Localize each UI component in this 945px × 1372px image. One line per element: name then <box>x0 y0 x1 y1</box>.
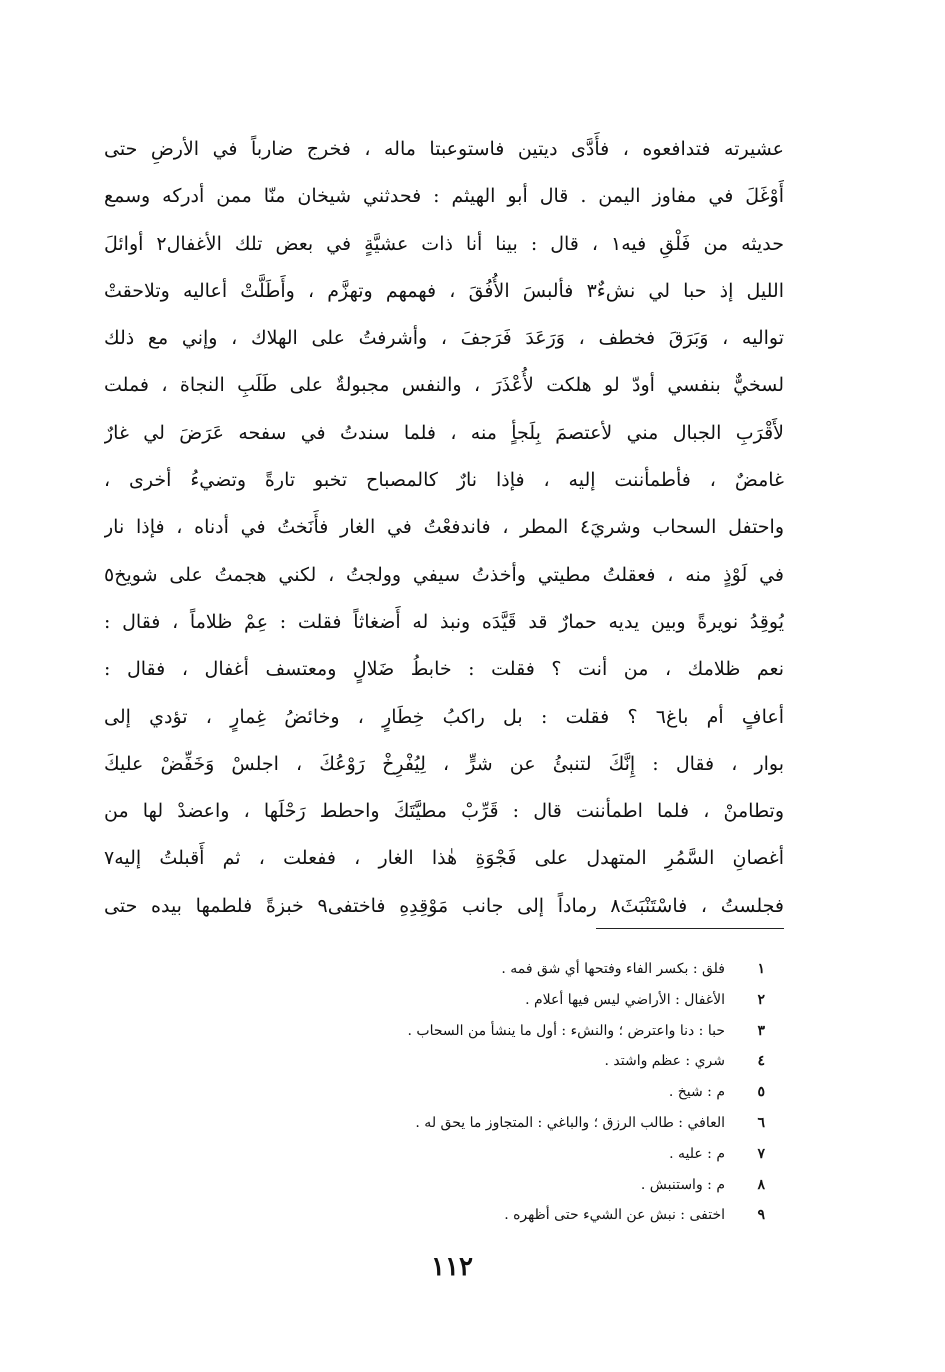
text-line: واحتفل السحاب وشريَ٤ المطر ، فاندفعْتُ في الغار فأَنَختُ في أدناه ، فإذا نار <box>104 516 784 539</box>
text-line: يُوقِدُ نويرةً وبين يديه حمارٌ قد قَيَّدَه ونبذ له أَضغاثاً فقلت : عِمْ ظلاماً ، فقال : <box>104 610 784 633</box>
text-line: أَوْغَلَ في مفاوز اليمن . قال أبو الهيثم : فحدثني شيخان منّا ممن أدركه وسمع <box>104 185 784 208</box>
footnote-text: العافي : طالب الرزق ؛ والباغي : المتجاوز ما يحق له . <box>415 1114 725 1131</box>
footnote-text: فلق : بكسر الفاء وفتحها أي شق فمه . <box>501 961 725 977</box>
footnote-text: شري : عظم واشتد . <box>604 1053 725 1070</box>
footnote-item <box>245 985 765 1016</box>
footnote-item <box>245 1139 765 1170</box>
footnote-number: ٤ <box>757 1053 765 1070</box>
text-line: وتطامنْ ، فلما اطمأننت قال : قَرِّبْ مطيَّتَكَ واحطط رَحْلَها ، واعضدْ لها من <box>104 800 784 823</box>
footnote-item <box>245 1077 765 1108</box>
text-line: بوار ، فقال : إِنَّكَ لتنبئُ عن شرٍّ ، لِيُفْرِخْ رَوْعُكَ ، اجلسْ وَخَفِّضْ عليكَ <box>104 752 784 775</box>
footnote-item <box>245 1108 765 1139</box>
footnote-number: ١ <box>757 961 765 977</box>
footnote-number: ٦ <box>757 1114 765 1131</box>
footnote-divider <box>596 928 784 929</box>
text-line: فجلستُ ، فاسْتَنْبَثَ٨ رماداً إلى جانب مَوْقِدِهِ فاختفى٩ خبزةً فلطمها بيده حتى <box>104 894 784 917</box>
text-line: حديثه من فَلْقِ فيه١ ، قال : بينا أنا ذات عشيَّةٍ في بعض تلك الأغفال٢ أوائلَ <box>104 232 784 255</box>
text-line: أعافٍ أم باغ٦ ؟ فقلت : بل راكبُ خِطَارٍ ، وخائضُ غِمارٍ ، تؤدي إلى <box>104 705 784 728</box>
footnote-text: م : عليه . <box>669 1145 725 1162</box>
footnote-number: ٢ <box>757 991 765 1008</box>
footnote-number: ٩ <box>757 1207 765 1224</box>
footnote-item <box>245 1016 765 1047</box>
page-number: ١١٢ <box>431 1252 473 1282</box>
text-line: لأَقْرَبِ الجبال مني لأعتصمَ بِلَجأٍ منه ، فلما سندتُ في سفحه عَرَضَ لي غارٌ <box>104 421 784 444</box>
footnote-text: م : شيخ . <box>668 1084 725 1101</box>
text-line: نعم ظلامك ، من أنت ؟ فقلت : خابطُ ضَلالٍ ومعتسف أغفال ، فقال : <box>104 658 784 681</box>
text-line: غامضٌ ، فأطمأننت إليه ، فإذا نارٌ كالمصباح تخبو تارةً وتضيءُ أخرى ، <box>104 469 784 492</box>
footnote-number: ٨ <box>757 1176 765 1193</box>
text-line: تواليه ، وَبَرَقَ فخطف ، وَرَعَدَ فَرَجفَ ، وأشرفتُ على الهلاك ، وإني مع ذلك <box>104 327 784 350</box>
footnote-number: ٥ <box>757 1084 765 1101</box>
text-line: أغصانِ السَّمُرِ المتهدل على فَجْوَةِ هٰذا الغار ، ففعلت ، ثم أَقبلتُ إليه٧ <box>104 847 784 870</box>
footnote-number: ٣ <box>757 1022 765 1039</box>
footnote-text: حبا : دنا واعترض ؛ والنشء : أول ما ينشأ من السحاب . <box>407 1022 725 1039</box>
footnote-text: م : واستنبش . <box>640 1176 725 1193</box>
text-line: في لَوْذٍ منه ، فعقلتُ مطيتي وأخذتُ سيفي وولجتُ ، لكني هجمتُ على شويخ٥ <box>104 563 784 586</box>
main-text-block <box>104 126 784 930</box>
text-line: عشيرته فتدافعوه ، فأَدَّى ديتين فاستوعبتا ماله ، فخرج ضارباً في الأرضِ حتى <box>104 138 784 160</box>
footnote-text: الأغفال : الأراضي ليس فيها أعلام . <box>525 991 725 1008</box>
footnote-number: ٧ <box>757 1145 765 1162</box>
footnote-item <box>245 954 765 985</box>
footnote-item <box>245 1046 765 1077</box>
text-line: الليل إذ حبا لي نشءٌ٣ فألبسَ الأُفُقَ ، فهمهم وتهزَّم ، وأَطَلَّتْ أعاليه وتلاحقتْ <box>104 279 784 302</box>
footnote-text: اختفى : نبش عن الشيء حتى أظهره . <box>504 1207 725 1224</box>
footnote-item <box>245 1200 765 1231</box>
footnote-item <box>245 1170 765 1201</box>
footnotes-list <box>245 954 765 1231</box>
text-line: لسخيٌّ بنفسي أودّ لو هلكت لأُعْذَرَ ، والنفس مجبولةٌ على طَلَبِ النجاة ، فملت <box>104 374 784 397</box>
